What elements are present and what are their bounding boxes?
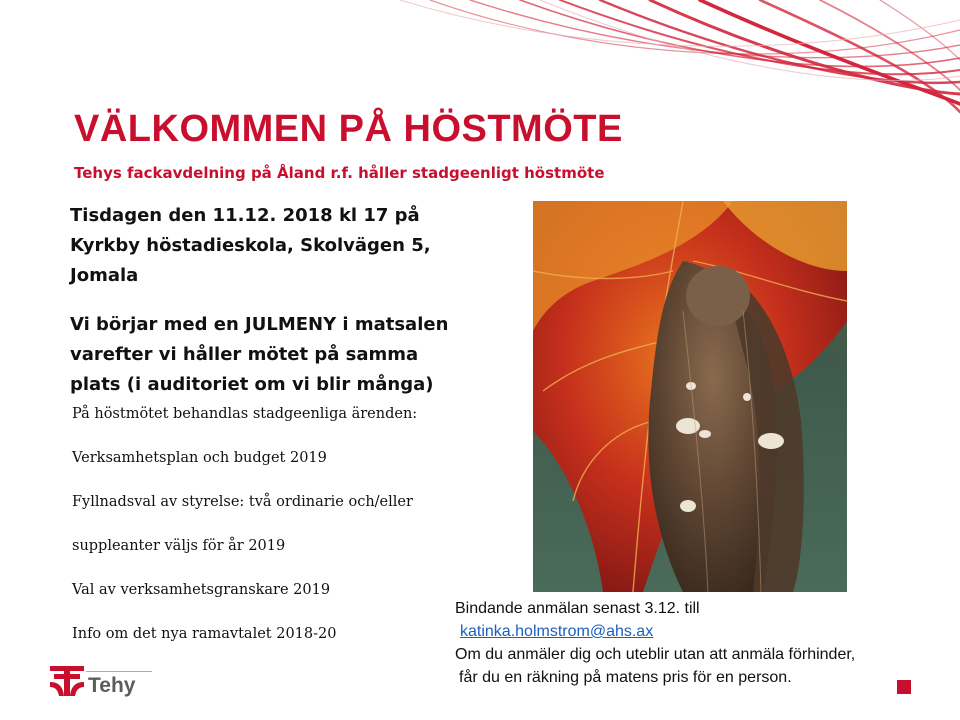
logo-text: Tehy [88, 674, 136, 697]
agenda-item: Fyllnadsval av styrelse: två ordinarie och/eller [72, 494, 413, 510]
agenda-item: På höstmötet behandlas stadgeenliga ärenden: [72, 406, 418, 422]
menu-info [70, 310, 520, 400]
corner-square-decoration [897, 680, 911, 694]
notice-cancellation: Om du anmäler dig och uteblir utan att anmäla förhinder, [455, 646, 856, 663]
menu-line: Vi börjar med en JULMENY i matsalen [70, 314, 449, 335]
agenda-item: Val av verksamhetsgranskare 2019 [72, 582, 331, 598]
page-subtitle: Tehys fackavdelning på Åland r.f. håller stadgeenligt höstmöte [74, 164, 605, 182]
date-line: Jomala [70, 265, 139, 286]
notice-fee: får du en räkning på matens pris för en person. [459, 669, 792, 686]
tehy-logo-icon [50, 666, 84, 696]
moth-photo [533, 201, 847, 592]
agenda-item: suppleanter väljs för år 2019 [72, 538, 286, 554]
agenda-item: Info om det nya ramavtalet 2018-20 [72, 626, 337, 642]
date-line: Kyrkby höstadieskola, Skolvägen 5, [70, 235, 431, 256]
meeting-date-location [70, 201, 520, 291]
page-title: VÄLKOMMEN PÅ HÖSTMÖTE [74, 108, 623, 150]
logo-divider [86, 671, 152, 672]
notice-deadline: Bindande anmälan senast 3.12. till [455, 600, 700, 617]
date-line: Tisdagen den 11.12. 2018 kl 17 på [70, 205, 420, 226]
menu-line: plats (i auditoriet om vi blir många) [70, 374, 434, 395]
agenda-item: Verksamhetsplan och budget 2019 [72, 450, 327, 466]
contact-email-link[interactable]: katinka.holmstrom@ahs.ax [460, 623, 654, 640]
menu-line: varefter vi håller mötet på samma [70, 344, 419, 365]
registration-notice [455, 597, 935, 689]
header-swoosh-decoration [0, 0, 960, 120]
